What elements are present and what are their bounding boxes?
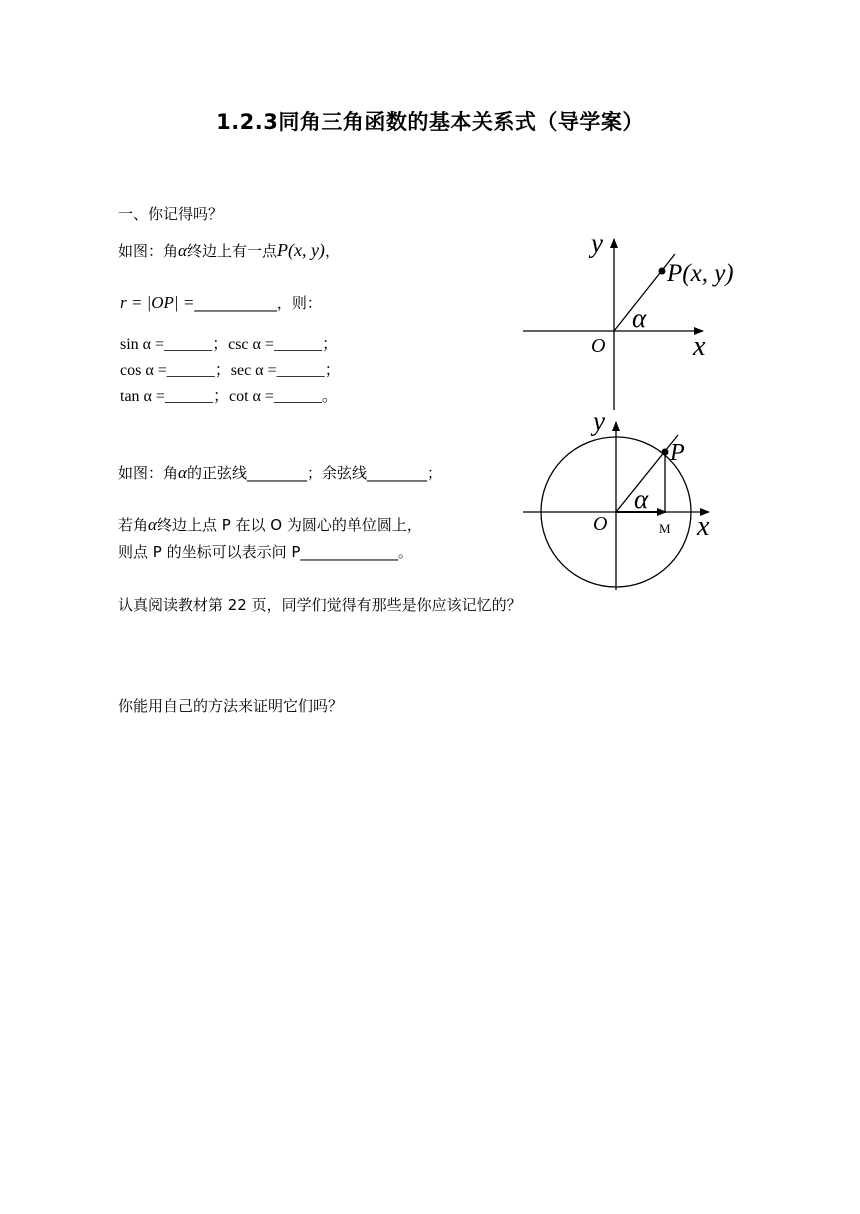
line-prefix: 如图：角: [118, 464, 179, 482]
prompt-prove: 你能用自己的方法来证明它们吗？: [118, 697, 344, 715]
prompt-memorize: 认真阅读教材第 22 页，同学们觉得有那些是你应该记忆的？: [118, 596, 522, 614]
r-blank: ___________: [194, 294, 277, 312]
intro-prefix: 如图：角: [118, 242, 179, 260]
sin-blank: ______: [164, 336, 213, 353]
trig-row-3: [120, 383, 338, 406]
point-label: P(x, y): [667, 260, 734, 287]
cos-blank: ______: [166, 362, 215, 379]
unit-circle-line-1: [118, 514, 422, 535]
csc-label: csc α =: [228, 336, 274, 353]
intro-line: [118, 240, 340, 261]
section-heading: 一、你记得吗？: [118, 205, 224, 223]
alpha-symbol: α: [178, 241, 187, 260]
point-expression: P(x, y): [276, 240, 325, 260]
tan-blank: ______: [164, 388, 213, 405]
cos-label: cos α =: [120, 362, 167, 379]
trig-row-1: [120, 331, 338, 354]
unit-suffix: 终边上点 P 在以 O 为圆心的单位圆上，: [156, 516, 422, 534]
angle-label: α: [632, 303, 647, 333]
sec-label: sec α =: [230, 362, 277, 379]
unit-prefix: 若角: [118, 516, 149, 534]
point-label: P: [670, 440, 685, 466]
trig-row-2: [120, 357, 341, 380]
x-axis-label: x: [693, 331, 706, 362]
foot-label: M: [659, 521, 671, 536]
page-title: 1.2.3同角三角函数的基本关系式（导学案）: [216, 110, 644, 134]
alpha-symbol: α: [178, 463, 187, 482]
line-definition: [118, 462, 442, 483]
origin-label: O: [593, 513, 608, 535]
separator: ；: [214, 362, 231, 379]
cot-blank: ______: [273, 388, 322, 405]
unit-circle-line-2: 则点 P 的坐标可以表示问 P_____________。: [118, 543, 413, 561]
origin-label: O: [591, 335, 606, 357]
y-axis-label: y: [591, 228, 603, 258]
row-end: 。: [321, 388, 338, 405]
csc-blank: ______: [273, 336, 322, 353]
row-end: ；: [321, 336, 338, 353]
angle-label: α: [634, 484, 649, 514]
tan-label: tan α =: [120, 388, 165, 405]
separator: ；: [212, 336, 229, 353]
coordinate-figure: [515, 225, 755, 415]
r-line: [120, 292, 322, 313]
intro-mid: 终边上有一点: [186, 242, 277, 260]
separator: ；: [212, 388, 229, 405]
sec-blank: ______: [276, 362, 325, 379]
alpha-symbol: α: [148, 515, 157, 534]
intro-suffix: ，: [324, 242, 340, 260]
row-end: ；: [324, 362, 341, 379]
r-suffix: ，则：: [276, 294, 322, 312]
cot-label: cot α =: [228, 388, 274, 405]
point-p-dot: [659, 268, 666, 275]
y-axis-label: y: [593, 410, 605, 436]
line-mid: 的正弦线________；余弦线________；: [186, 464, 442, 482]
unit-circle-figure: [515, 410, 755, 595]
r-expression: r = |OP| =: [120, 293, 195, 312]
point-p-dot: [662, 449, 669, 456]
sin-label: sin α =: [120, 336, 165, 353]
x-axis-label: x: [697, 511, 710, 542]
